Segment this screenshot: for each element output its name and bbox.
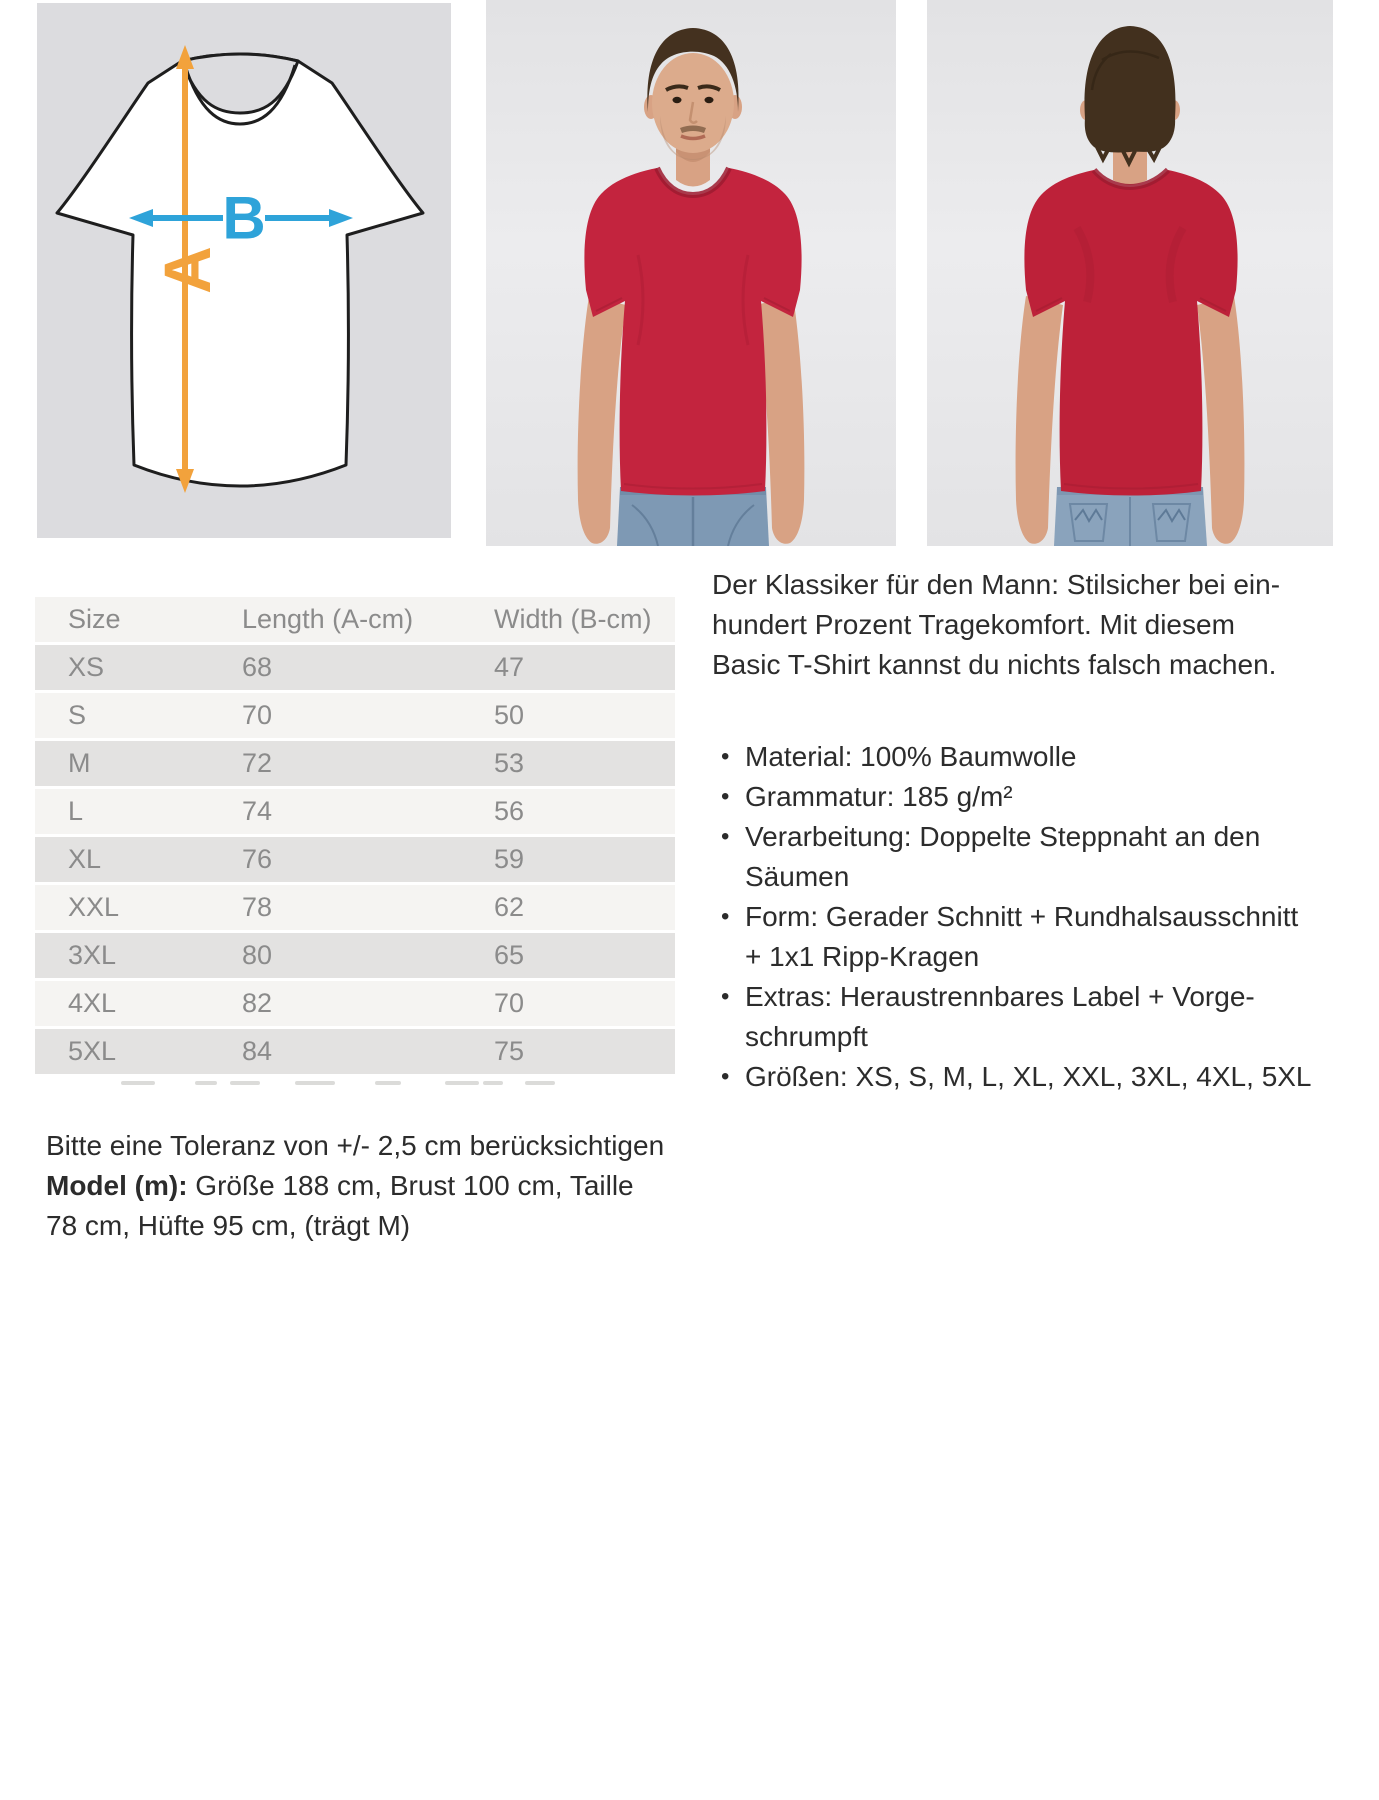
intro-line: Der Klassiker für den Mann: Stilsicher bei ein- bbox=[712, 569, 1281, 600]
cell-width: 70 bbox=[494, 988, 525, 1018]
feature-text: Material: 100% Baumwolle bbox=[745, 741, 1077, 772]
bullet-icon: • bbox=[721, 783, 730, 810]
model-measurements: Größe 188 cm, Brust 100 cm, Taille bbox=[187, 1170, 634, 1201]
model-note-line1 bbox=[46, 1166, 664, 1206]
table-row bbox=[35, 741, 675, 786]
cell-size: XL bbox=[68, 844, 102, 874]
column-header-size: Size bbox=[68, 604, 121, 634]
model-back-illustration bbox=[927, 0, 1333, 546]
cell-length: 68 bbox=[242, 652, 273, 682]
cell-size: XS bbox=[68, 652, 105, 682]
tshirt-measure-diagram bbox=[37, 3, 451, 538]
feature-text: Grammatur: 185 g/m² bbox=[745, 781, 1013, 812]
model-note-line2: 78 cm, Hüfte 95 cm, (trägt M) bbox=[46, 1210, 411, 1241]
cell-width: 75 bbox=[494, 1036, 525, 1066]
cell-size: S bbox=[68, 700, 87, 730]
description-intro bbox=[712, 565, 1312, 685]
table-row bbox=[35, 837, 675, 882]
feature-item bbox=[712, 1057, 1312, 1097]
feature-text: Extras: Heraustrennbares Label + Vorge- schrumpft bbox=[745, 981, 1255, 1052]
cell-width: 62 bbox=[494, 892, 525, 922]
model-label: Model (m): bbox=[46, 1170, 188, 1201]
bullet-icon: • bbox=[721, 743, 730, 770]
bullet-icon: • bbox=[721, 983, 730, 1010]
feature-text: Verarbeitung: Doppelte Steppnaht an den Säumen bbox=[745, 821, 1261, 892]
cell-width: 47 bbox=[494, 652, 525, 682]
size-diagram-image bbox=[37, 3, 451, 538]
table-row bbox=[35, 693, 675, 738]
bullet-icon: • bbox=[721, 1063, 730, 1090]
cell-length: 82 bbox=[242, 988, 273, 1018]
cell-size: L bbox=[68, 796, 84, 826]
cell-length: 74 bbox=[242, 796, 273, 826]
table-row bbox=[35, 885, 675, 930]
feature-text: Größen: XS, S, M, L, XL, XXL, 3XL, 4XL, 5XL bbox=[745, 1061, 1312, 1092]
cell-length: 70 bbox=[242, 700, 273, 730]
intro-line: Basic T-Shirt kannst du nichts falsch machen. bbox=[712, 649, 1277, 680]
size-table-header bbox=[35, 597, 675, 642]
cell-length: 78 bbox=[242, 892, 273, 922]
bullet-icon: • bbox=[721, 823, 730, 850]
table-row bbox=[35, 1029, 675, 1074]
cell-width: 65 bbox=[494, 940, 525, 970]
size-table bbox=[35, 597, 675, 1077]
column-header-width: Width (B-cm) bbox=[494, 604, 652, 634]
model-front-illustration bbox=[486, 0, 896, 546]
cell-length: 76 bbox=[242, 844, 273, 874]
width-label-b: B bbox=[222, 184, 266, 252]
feature-item bbox=[712, 737, 1312, 777]
size-table-body bbox=[35, 645, 675, 1074]
product-description bbox=[712, 565, 1312, 1097]
jeans-front bbox=[617, 487, 769, 546]
model-back-photo bbox=[927, 0, 1333, 546]
intro-line: hundert Prozent Tragekomfort. Mit diesem bbox=[712, 609, 1235, 640]
feature-item bbox=[712, 897, 1312, 977]
feature-item bbox=[712, 977, 1312, 1057]
jeans-back bbox=[1054, 487, 1207, 546]
cell-width: 56 bbox=[494, 796, 525, 826]
table-row bbox=[35, 981, 675, 1026]
cell-length: 84 bbox=[242, 1036, 273, 1066]
cell-width: 53 bbox=[494, 748, 525, 778]
feature-item bbox=[712, 777, 1312, 817]
cell-size: XXL bbox=[68, 892, 120, 922]
feature-list bbox=[712, 737, 1312, 1097]
cell-size: 5XL bbox=[68, 1036, 117, 1066]
table-row bbox=[35, 645, 675, 690]
cell-length: 72 bbox=[242, 748, 273, 778]
cell-size: 3XL bbox=[68, 940, 117, 970]
hair-back bbox=[1085, 26, 1176, 152]
cell-size: 4XL bbox=[68, 988, 117, 1018]
cell-length: 80 bbox=[242, 940, 273, 970]
feature-text: Form: Gerader Schnitt + Rundhalsausschnitt + 1x1 Ripp-Kragen bbox=[745, 901, 1299, 972]
cell-width: 50 bbox=[494, 700, 525, 730]
model-front-photo bbox=[486, 0, 896, 546]
tolerance-note: Bitte eine Toleranz von +/- 2,5 cm berücksichtigen bbox=[46, 1130, 665, 1161]
table-row bbox=[35, 933, 675, 978]
feature-item bbox=[712, 817, 1312, 897]
table-row bbox=[35, 789, 675, 834]
measurement-notes bbox=[46, 1126, 664, 1246]
eye-right bbox=[705, 97, 714, 103]
bullet-icon: • bbox=[721, 903, 730, 930]
table-cutoff-row bbox=[35, 1079, 675, 1087]
cell-width: 59 bbox=[494, 844, 525, 874]
length-label-a: A bbox=[150, 246, 224, 294]
column-header-length: Length (A-cm) bbox=[242, 604, 414, 634]
cell-size: M bbox=[68, 748, 91, 778]
eye-left bbox=[673, 97, 682, 103]
